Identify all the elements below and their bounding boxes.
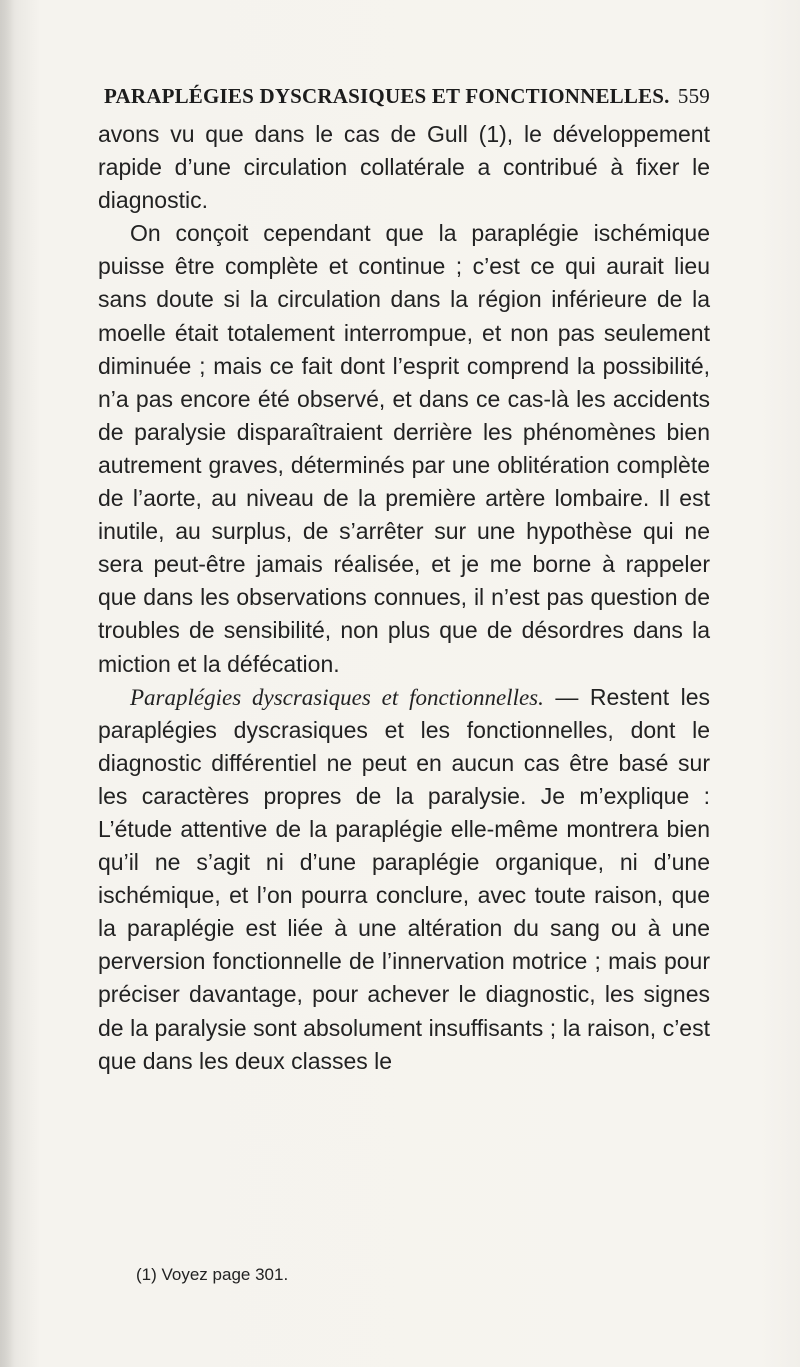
running-head-title: PARAPLÉGIES DYSCRASIQUES ET FONCTIONNELLES. bbox=[104, 84, 670, 108]
section-heading: Paraplégies dyscrasiques et fonctionnelles. bbox=[130, 684, 544, 710]
footnote: (1) Voyez page 301. bbox=[136, 1265, 289, 1284]
paragraph-2: On conçoit cependant que la paraplégie ischémique puisse être complète et continue ; c’est ce qui aurait lieu sans doute si la circulation dans la région inférieure de la moelle était totalement interrompue, et non pas seulement diminuée ; mais ce fait dont l’esprit comprend la possibilité, n’a pas encore été observé, et dans ce cas-là les accidents de paralysie disparaîtraient derrière les phénomènes bien autrement graves, déterminés par une oblitération complète de l’aorte, au niveau de la première artère lombaire. Il est inutile, au surplus, de s’arrêter sur une hypothèse qui ne sera peut-être jamais réalisée, et je me borne à rappeler que dans les observations connues, il n’est pas question de troubles de sensibilité, non plus que de désordres dans la miction et la défécation. bbox=[98, 220, 710, 677]
body-text bbox=[98, 118, 710, 1078]
page-number: 559 bbox=[677, 84, 710, 108]
paragraph-3: — Restent les paraplégies dyscrasiques et les fonctionnelles, dont le diagnostic différentiel ne peut en aucun cas être basé sur les caractères propres de la paralysie. Je m’explique : L’étude attentive de la paraplégie elle-même montrera bien qu’il ne s’agit ni d’une paraplégie organique, ni d’une ischémique, et l’on pourra conclure, avec toute raison, que la paraplégie est liée à une altération du sang ou à une perversion fonctionnelle de l’innervation motrice ; mais pour préciser davantage, pour achever le diagnostic, les signes de la paralysie sont absolument insuffisants ; la raison, c’est que dans les deux classes le bbox=[98, 683, 710, 1074]
binding-shadow bbox=[0, 0, 14, 1367]
paragraph-1: avons vu que dans le cas de Gull (1), le développement rapide d’une circulation collatérale a contribué à fixer le diagnostic. bbox=[98, 121, 710, 214]
paragraph-3-container bbox=[98, 681, 710, 1078]
